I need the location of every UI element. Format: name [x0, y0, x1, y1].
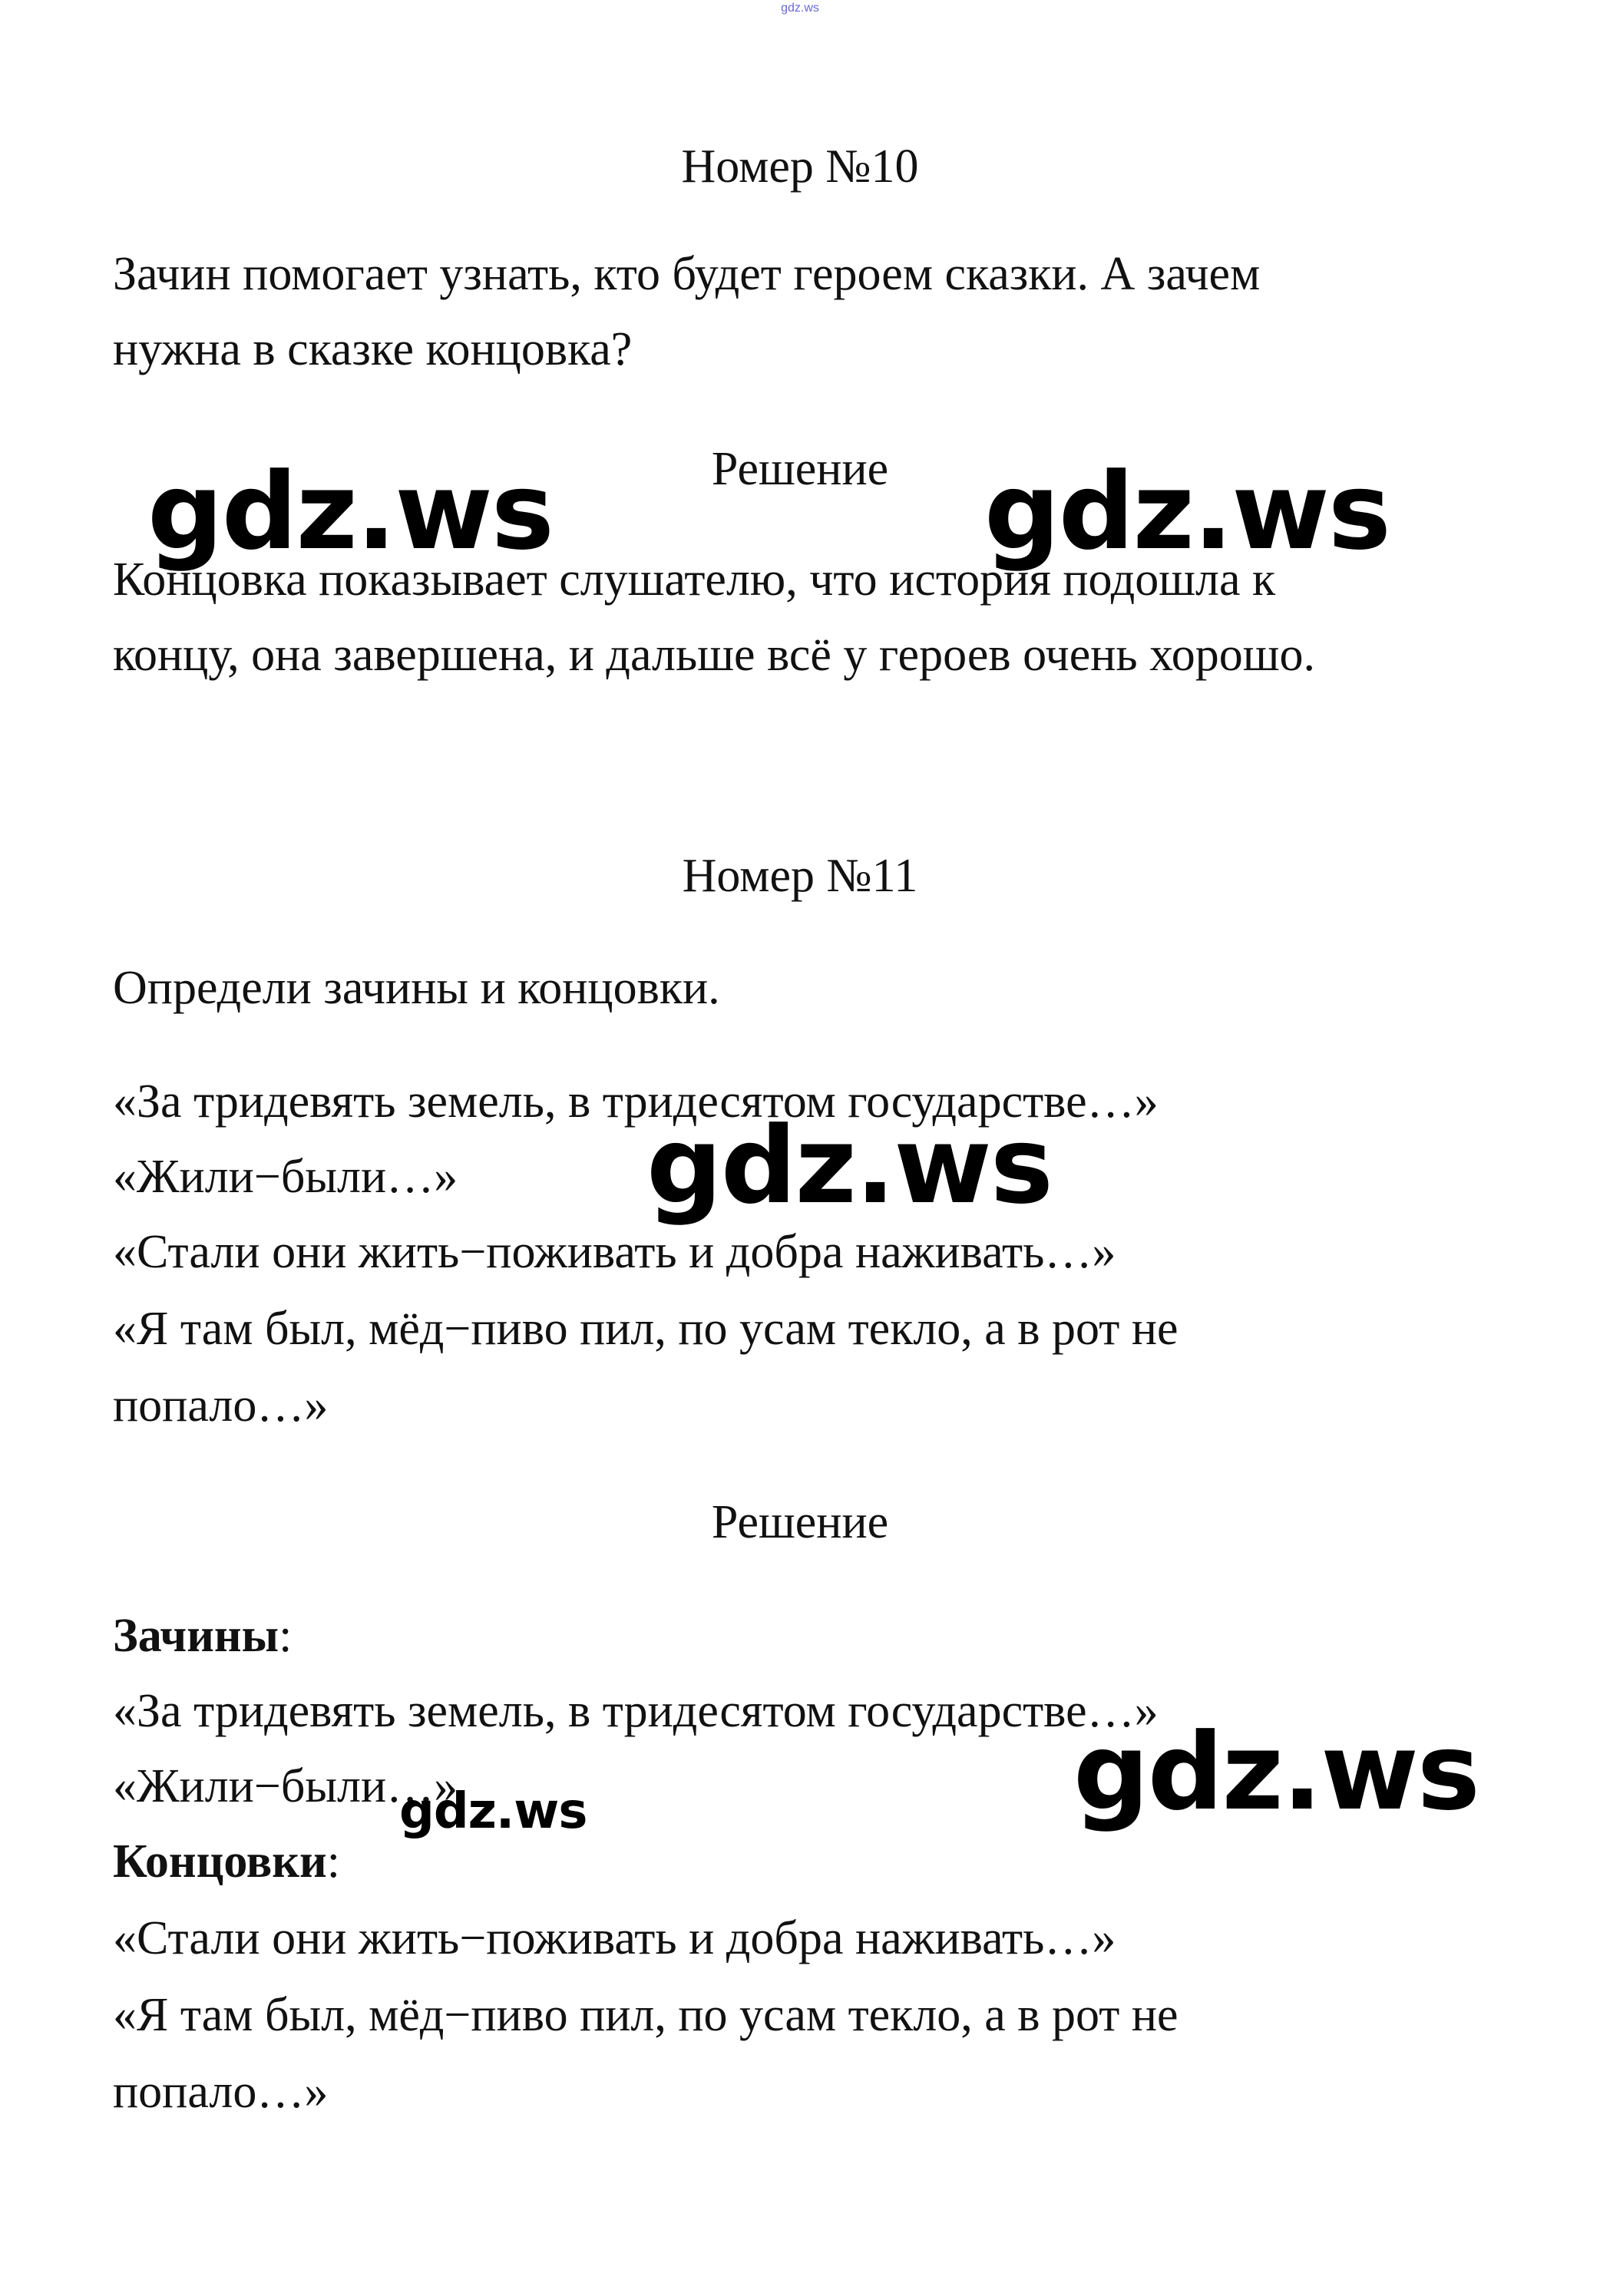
watermark: gdz.ws	[399, 1783, 587, 1840]
section-11-solution-label: Решение	[711, 1496, 889, 1548]
section-10-question-line-1: Зачин помогает узнать, кто будет героем сказки. А зачем	[113, 248, 1261, 300]
example-line: «Стали они жить−поживать и добра наживать…»	[113, 1226, 1116, 1278]
beginnings-colon: :	[279, 1610, 293, 1662]
beginning-line: «Жили−были…»	[113, 1760, 458, 1812]
section-10-answer-line-1: Концовка показывает слушателю, что история подошла к	[113, 553, 1276, 606]
section-10-title: Номер №10	[681, 140, 919, 193]
section-11-title: Номер №11	[682, 850, 918, 902]
ending-line: попало…»	[113, 2066, 329, 2118]
section-10-question-line-2: нужна в сказке концовка?	[113, 323, 633, 375]
beginning-line: «За тридевять земель, в тридесятом государстве…»	[113, 1685, 1159, 1737]
section-11-task: Определи зачины и концовки.	[113, 962, 720, 1014]
endings-colon: :	[326, 1835, 340, 1888]
ending-line: «Стали они жить−поживать и добра наживать…»	[113, 1912, 1116, 1964]
example-line: «Жили−были…»	[113, 1151, 458, 1203]
example-line: «Я там был, мёд−пиво пил, по усам текло, а в рот не	[113, 1303, 1179, 1355]
example-line: попало…»	[113, 1379, 329, 1432]
endings-label: Концовки	[113, 1835, 327, 1888]
endings-heading	[113, 1835, 340, 1888]
ending-line: «Я там был, мёд−пиво пил, по усам текло, а в рот не	[113, 1989, 1179, 2041]
header-mark: gdz.ws	[781, 2, 819, 15]
beginnings-label: Зачины	[113, 1610, 279, 1662]
watermark: gdz.ws	[147, 450, 553, 573]
beginnings-heading	[113, 1612, 292, 1660]
section-10-answer-line-2: концу, она завершена, и дальше всё у героев очень хорошо.	[113, 629, 1316, 681]
watermark: gdz.ws	[1073, 1710, 1479, 1834]
example-line: «За тридевять земель, в тридесятом государстве…»	[113, 1075, 1159, 1128]
section-10-solution-label: Решение	[711, 443, 889, 495]
watermark: gdz.ws	[984, 450, 1390, 573]
watermark: gdz.ws	[646, 1104, 1052, 1227]
